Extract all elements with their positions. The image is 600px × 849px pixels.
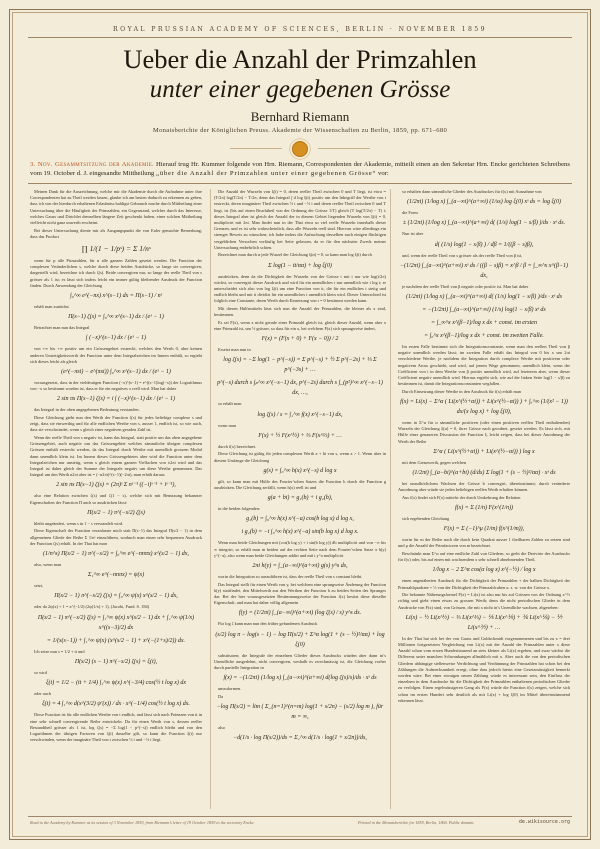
paragraph: Bezeichnet man durch α jede Wurzel der Gleichung ξ(α) = 0, so kann man log ξ(t) durch [218,252,372,258]
paragraph: Aus f(x) findet sich F(x) mittelst der durch Umkehrung der Relation [402,494,521,500]
paragraph: vorausgesetzt, dass in der vieldeutigen Function (−x)^(s−1) = e^((s−1)log(−x)) der Logarithmus von −x so bestimmt worden ist, dass er für ein negatives x reell wird. Man hat daher [30,380,202,392]
paragraph: ausdrücken, denn da die Dichtigkeit der Wurzeln von der Grösse t mit t nur wie log(t/2π) wächst, so convergirt dieser Ausdruck und wird für ein unendliches t nur unendlich wie t log t; er unterscheidet sich also von log ξ(t) um eine Function von tt, die für ein endliches t stetig und endlich bleibt und mit tt dividirt für ein unendliches t unendlich klein wird. Dieser Unterschied ist folglich eine Constante, deren Werth durch Einsetzung von t = 0 bestimmt werden kann. [214,273,386,304]
academy-header: ROYAL PRUSSIAN ACADEMY OF SCIENCES, BERLIN · NOVEMBER 1859 [113,26,487,33]
equation: f(y) = (1/2πi) ∫_(a−∞i)^(a+∞i) (log ζ(s) / s) y^s ds. [238,610,362,617]
paragraph: und, wenn der reelle Theil von s grösser als der reelle Theil von β ist, [402,252,523,258]
equation: g(a + bi) = g₁(b) + i g₂(b), [267,495,333,502]
equation: (1/2πi) (1/log x) ∫_(a−∞i)^(a+∞i) (1/ss) log ξ(0) xˢ ds = log ξ(0) [406,199,562,206]
equation: ∫ (−x)^(s−1) dx / (eˣ − 1) [86,335,146,342]
equation: 1/log x − 2 Σ^α cos(α log x) x^(−½) / log x [432,567,536,574]
paragraph: worin für m der Reihe nach die durch kein Quadrat ausser 1 theilbaren Zahlen zu setzen sind und μ die Anzahl der Primfactoren von m bezeichnet. [398,537,570,549]
equation: (e^(−πsi) − e^(πsi)) ∫₀^∞ x^(s−1) dx / (eˣ − 1) [61,369,171,376]
paragraph: so erhält man [218,401,242,407]
paragraph: durch f(x) bezeichnet. [218,443,257,449]
equation: p^(−s) durch s ∫ₚ^∞ x^(−s−1) dx, p^(−2s) durch s ∫_(p²)^∞ x^(−s−1) dx, …, [217,380,383,397]
paragraph: Bei dieser Untersuchung diente mir als Ausgangspunkt die von Euler gemachte Bemerkung, dass das Product [30,227,202,239]
paragraph: also [218,725,225,731]
paragraph: oder auch [34,691,52,697]
equation: (1/n^s) Π(s/2 − 1) π^(−s/2) = ∫₀^∞ e^(−nnπx) x^(s/2 − 1) dx, [43,551,189,558]
paragraph: Meinen Dank für die Auszeichnung, welche mir die Akademie durch die Aufnahme unter ihre Correspondenten hat zu Theil werden lassen, glaube ich am besten dadurch zu erkennen zu geben, dass ich von der hierdurch erhaltenen Erlaubniss baldigst Gebrauch mache durch Mittheilung einer Untersuchung über die Häufigkeit der Primzahlen; ein Gegenstand, welcher durch das Interesse, welches Gauss und Dirichlet demselben längere Zeit geschenkt haben, einer solchen Mittheilung vielleicht nicht ganz unwerth erscheint. [30,189,202,226]
equation: Π(s/2 − 1) π^(−s/2) ζ(s) = ∫₀^∞ ψ(x) x^(s/2 − 1) dx, [54,593,178,600]
equation: log ζ(s) = −Σ log(1 − p^(−s)) = Σ p^(−s) + ½ Σ p^(−2s) + ⅓ Σ p^(−3s) + … [223,357,377,374]
paragraph: gilt, so kann man mit Hülfe des Fourier’schen Satzes die Function h durch die Function g ausdrücken. Die Gleichung zerfällt, wenn h(x) reell ist und [214,478,386,491]
equation: Π(s−1) ζ(s) = ∫₀^∞ x^(s−1) dx / (eˣ − 1) [68,314,164,321]
paragraph: Wenn der reelle Theil von s negativ ist, kann das Integral, statt positiv um das oben angegebene Grössengebiet, auch negativ um das Grössengebiet welches sämmtliche übrigen complexen Grössen enthält erstreckt werden, da das Integral durch Werthe mit unendlich grossem Modul dann unendlich klein ist. Im Innern dieses Grössengebietes aber wird die Function unter dem Integralzeichen nur unstetig, wenn x gleich einem ganzen Vielfachen von ±2πi wird und das Integral ist daher gleich der Summe der Integrale negativ um diese Werthe genommen. Das Integral um den Werth n2πi aber ist = (−n2πi)^(s−1)(−2πi), man erhält daraus [30,435,202,478]
equation: Π(s/2) (s − 1) π^(−s/2) ζ(s) = ξ(t), [74,658,158,665]
paragraph: setzt, [34,583,44,589]
equation: Σ₁^∞ e^(−nnπx) = ψ(x) [87,572,145,579]
equation: ∫₀^∞ e^(−nx) x^(s−1) dx = Π(s−1) / nˢ [70,293,162,300]
author-name: Bernhard Riemann [250,109,350,124]
column-3 [398,189,570,814]
equation: 2 sin πs Π(s−1) ζ(s) = (2π)ˢ Σ nˢ⁻¹ ((−i)ˢ⁻¹ + iˢ⁻¹), [56,482,176,489]
equation: = ∫₀^x x^(β−1)/log x dx + const. im zweiten Falle. [424,333,544,340]
paragraph: wenn man [218,422,236,428]
ornament-medallion-icon [292,141,308,157]
ornament-rule-left [230,148,282,149]
intro-lead: 3. Nov. Gesammtsitzung der Akademie. [30,161,155,168]
paragraph: Diese Function ist für alle endlichen Werthe von t endlich, und lässt sich nach Potenzen von tt in eine sehr schnell convergirende Reihe entwickeln. Da für einen Werth von s, dessen reeller Bestandtheil grösser als 1 ist, log ζ(s) = −Σ log(1 − p^(−s)) endlich bleibt und von den Logarithmen der übrigen Factoren von ξ(t) dasselbe gilt, so kann die Function ξ(t) nur verschwinden, wenn der imaginäre Theil von t zwischen ½ i und −½ i liegt. [30,712,202,743]
body-columns [30,189,570,814]
paragraph: In der That hat sich bei der von Gauss und Goldschmidt vorgenommenen und bis zu x = drei Millionen fortgesetzten Vergleichung von Li(x) mit der Anzahl der Primzahlen unter x diese Anzahl schon vom ersten Hunderttausend an stets kleiner als Li(x) ergeben, und zwar wächst die Differenz unter manchen Schwankungen allmählich mit x. Aber auch die von den periodischen Gliedern abhängige stellenweise Verdichtung und Verdünnung der Primzahlen hat schon bei den Zählungen die Aufmerksamkeit erregt, ohne dass jedoch hierin eine Gesetzmässigkeit bemerkt worden wäre. Bei einer etwaigen neuen Zählung würde es interessant sein, den Einfluss der einzelnen in dem Ausdrucke für die Dichtigkeit der Primzahlen enthaltenen periodischen Glieder zu verfolgen. Einen regelmässigeren Gang als F(x) würde die Function f(x) zeigen, welche sich schon im ersten Hundert sehr deutlich als mit Li(x) + log ξ(0) im Mittel übereinstimmend erkennen lässt. [398,635,570,703]
paragraph: erhält man zunächst [34,304,69,310]
paragraph: substituiren; die Integrale der einzelnen Glieder dieses Ausdrucks würden aber dann in’s Unendliche ausgedehnt, nicht convergiren, weshalb es zweckmässig ist, die Gleichung vorher durch partielle Integration in [214,652,386,671]
equation: = ∫_∞^x x^(β−1)/log x dx + const. im ersten [431,320,537,327]
footer-rule [28,816,572,817]
paragraph: Wenn man beide Gleichungen mit (cos(b log y) + i sin(b log y)) db multiplicirt und von −∞ bis ∞ integrirt, so erhält man in beiden auf der rechten Seite nach dem Fourier’schen Satze π h(y) y^(−a), also wenn man beide Gleichungen addirt und mit i y^a multiplicirt [214,540,386,558]
equation: Σ^α ( Li(x^(½+αi)) + Li(x^(½−αi)) ) log x [433,448,535,455]
equation: −d(1/s · log Π(s/2))/ds = Σ₁^∞ d(1/s · log(1 + s/2n))/ds, [233,735,367,742]
equation: = −(1/2πi) ∫_(a−∞i)^(a+∞i) (1/s) log(1 − s/β) xˢ ds [422,307,546,314]
intro-quote: „über die Anzahl der Primzahlen unter einer gegebenen Grösse“ [155,170,377,178]
paragraph: Nun ist aber [402,231,424,237]
paragraph: von +∞ bis +∞ positiv um ein Grössengebiet erstreckt, welches den Werth 0, aber keinen anderen Unstetigkeitswerth der Function unter dem Integralzeichen im Innern enthält, so ergiebt sich dieses leicht als gleich [30,346,202,364]
equation: Σ log(1 − tt/αα) + log ξ(0) [268,262,332,269]
paragraph: je nachdem der reelle Theil von β negativ oder positiv ist. Man hat daher [402,283,529,289]
paragraph: Die bekannte Näherungsformel F(x) = Li(x) ist also nur bis auf Grössen von der Ordnung x^½ richtig und giebt einen etwas zu grossen Werth; denn die nicht periodischen Glieder in dem Ausdrucke von F(x) sind, von Grössen, die mit x nicht in’s Unendliche wachsen, abgesehen: [398,592,570,610]
paragraph: worin die Integration so auszuführen ist, dass der reelle Theil von s constant bleibt. [218,574,363,580]
intro-paragraph [30,160,570,179]
paragraph: Die Anzahl der Wurzeln von ξ(t) = 0, deren reeller Theil zwischen 0 und T liegt, ist etwa = (T/2π) log(T/2π) − T/2π; denn das Integral ∫ d log ξ(t) positiv um den Inbegriff der Werthe von t erstreckt, deren imaginärer Theil zwischen ½ i und −½ i und deren reeller Theil zwischen 0 und T liegt, ist (bis auf einen Bruchtheil von der Ordnung der Grösse 1/T) gleich (T log(T/2π) − T) i; dieses Integral aber ist gleich der Anzahl der in diesem Gebiet liegenden Wurzeln von ξ(t) = 0, multiplicirt mit 2πi. Man findet nun in der That etwa so viel reelle Wurzeln innerhalb dieser Grenzen, und es ist sehr wahrscheinlich, dass alle Wurzeln reell sind. Hiervon wäre allerdings ein strenger Beweis zu wünschen; ich habe indess die Aufsuchung desselben nach einigen flüchtigen vergeblichen Versuchen vorläufig bei Seite gelassen, da er für den nächsten Zweck meiner Untersuchung entbehrlich schien. [214,189,386,250]
paragraph: Es sei F(x), wenn x nicht gerade einer Primzahl gleich ist, gleich dieser Anzahl, wenn aber x eine Primzahl ist, um ½ grösser, so dass für ein x, bei welchem F(x) sich sprungweise ändert, [214,319,386,332]
equation: ξ(t) = 1/2 − (tt + 1/4) ∫₁^∞ ψ(x) x^(−3/4) cos(½ t log x) dx [45,680,187,687]
paragraph: oder da 2ψ(x) + 1 = x^(−1/2) (2ψ(1/x) + 1), (Jacobi, Fund. S. 184) [34,604,150,610]
paragraph: Diese Gleichung ist gültig für jeden complexen Werth a + bi von s, wenn a > 1. Wenn aber in diesem Umfange die Gleichung [214,451,386,463]
equation: Π(s/2 − 1) π^(−s/2) ζ(s) = ∫₁^∞ ψ(x) x^(s/2 − 1) dx + ∫₁^∞ ψ(1/x) x^((s−3)/2) dx [37,614,195,631]
equation: log ζ(s) / s = ∫₁^∞ f(x) x^(−s−1) dx, [257,411,343,418]
paragraph: mit dem Grenzwerth, gegen welchen [402,459,467,465]
equation: F(x) = (F(x + 0) + F(x − 0)) / 2 [261,336,339,343]
paragraph: bei unaufhörlichem Wachsen der Grösse b convergirt, übereinstimmt; durch veränderte Anordnung aber würde sie jeden beliebigen reellen Werth erhalten können. [398,481,570,493]
equation: (1/2πi) ∫_(a−bi)^(a+bi) (d/ds) Σ log(1 + (s − ½)²/αα) · xˢ ds [412,470,556,477]
paragraph: Mit diesen Hülfsmitteln lässt sich nun die Anzahl der Primzahlen, die kleiner als x sind, bestimmen. [214,306,386,318]
source-citation: Monatsberichte der Königlichen Preuss. Akademie der Wissenschaften zu Berlin, 1859, pp. 671–680 [152,127,448,134]
paragraph: Durch Einsetzung dieser Werthe in den Ausdruck für f(x) erhält man [402,388,521,394]
equation: g₁(b) = ∫₀^∞ h(x) x^(−a) cos(b log x) d log x, [246,516,354,523]
paragraph: so wird [34,669,47,675]
equation: d( (1/s) log(1 − s/β) ) / dβ = 1/((β − s)β), [434,241,534,248]
paragraph: Ersetzt man nun in [218,347,251,353]
equation: 2 sin πs Π(s−1) ζ(s) = i ∫ (−x)^(s−1) dx / (eˣ − 1) [56,396,176,403]
equation: g(s) = ∫₀^∞ h(x) x^(−s) d log x [263,467,337,474]
paragraph: wenn für p alle Primzahlen, für n alle ganzen Zahlen gesetzt werden. Die Function der complexen Veränderlichen s, welche durch diese beiden Ausdrücke, so lange sie convergiren, dargestellt wird, bezeichne ich durch ζ(s). Beide convergiren nur, so lange der reelle Theil von s grösser als 1 ist; es lässt sich indess leicht ein immer gültig bleibender Ausdruck der Function finden. Durch Anwendung der Gleichung [30,258,202,288]
equation: −log Π(s/2) = lim ( Σ_(n=1)^(n=m) log(1 + s/2n) − (s/2) log m ), für m = ∞, [216,704,384,721]
footer-source-link[interactable]: de.wikisource.org [518,819,570,825]
intro-rule [28,183,572,184]
paragraph: in die beiden folgenden: [218,506,261,512]
intro-text-2: vor: [376,170,389,178]
paragraph: Da [218,693,224,699]
equation: −(1/2πi) ∫_(a−∞i)^(a+∞i) xˢ ds / ((β − s)β) = x^β / β = ∫_∞^x x^(β−1) dx, [399,262,569,279]
paragraph: Das Integral stellt für einen Werth von y, bei welchem eine sprungweise Änderung der Function h(y) stattfindet, den Mittelwerth aus den Werthen der Function h zu beiden Seiten des Sprunges dar. Bei der hier vorausgesetzten Bestimmungsweise der Function f(x) besitzt diese dieselbe Eigenschaft, und man hat daher völlig allgemein [214,581,386,606]
paragraph: das Integral in der oben angegebenen Bedeutung verstanden. [34,407,140,413]
paragraph: Für log ζ kann man nun den früher gefundenen Ausdruck [218,621,318,627]
footer-note-left: Read to the Academy by Kummer at its session of 3 November 1859, from Riemann’s letter of 19 October 1859 to the secretary Encke. [30,820,255,825]
column-1 [30,189,202,814]
paragraph: bleibt ungeändert, wenn s in 1 − s verwandelt wird. [34,520,124,526]
equation: = 1/(s(s−1)) + ∫₁^∞ ψ(x) (x^(s/2 − 1) + x^(−(1+s)/2)) dx. [46,637,186,644]
ornament-rule-right [318,148,370,149]
equation: ξ(t) = 4 ∫₁^∞ d(x^(3/2) ψ′(x)) / dx · x^(−1/4) cos(½ t log x) dx. [42,701,190,708]
equation: 2πi h(y) = ∫_(a−∞i)^(a+∞i) g(s) y^s ds, [252,563,348,570]
paragraph: Beschränkt man Σ^α auf eine endliche Zahl von Gliedern, so giebt die Derivirte des Ausdrucks für f(x) oder, bis auf einen mit wachsendem x sehr schnell abnehmenden Theil, [398,551,570,563]
equation: f(x) = Li(x) − Σ^α ( Li(x^(½+αi)) + Li(x^(½−αi)) ) + ∫ₓ^∞ (1/(x² − 1)) dx/(x log x) + log ξ(0), [400,399,568,416]
paragraph: umzuformen. [218,686,242,692]
footer-note-right: Printed in the Monatsberichte for 1859, Berlin, 1860. Public domain. [358,820,475,825]
paragraph: Diese Eigenschaft der Function veranlasste mich statt Π(s−1) das Integral Π(s/2 − 1) in dem allgemeinen Gliede der Reihe Σ 1/nˢ einzuführen, wodurch man einen sehr bequemen Ausdruck der Function ζ(s) erhält. In der That hat man [30,528,202,546]
page-subtitle: unter einer gegebenen Grösse [149,76,451,103]
intro-text-1: Hierauf trug Hr. Kummer folgende von Hrn. Riemann, Correspondenten der Akademie, mitteilt einen an den Sekretar Hrn. Encke gerichteten Schreibens vom 19. October d. J. eingesandte Mittheilung [30,161,570,178]
equation: ± (1/2πi) (1/log x) ∫_(a−∞i)^(a+∞i) d( (1/s) log(1 − s/β) )/ds · xˢ ds. [402,220,566,227]
paragraph: Diese Gleichung giebt nun den Werth der Function ζ(s) für jedes beliebige complexe s und zeigt, dass sie einwerthig und für alle endlichen Werthe von s, ausser 1, endlich ist, so wie auch, dass sie verschwindet, wenn s gleich einer negativen geraden Zahl ist. [30,415,202,433]
equation: Li(x) − ½ Li(x^½) − ⅓ Li(x^⅓) − ⅕ Li(x^⅕) + ⅙ Li(x^⅙) − ⅐ Li(x^⅐) + … [405,614,563,631]
paragraph: wenn in Σ^α für α sämmtliche positiven (oder einen positiven reellen Theil enthaltenden) Wurzeln der Gleichung ξ(α) = 0, ihrer Grösse nach geordnet, gesetzt werden. Es lässt sich, mit Hülfe einer genaueren Discussion der Function ξ, leicht zeigen, dass bei dieser Anordnung der Werth der Reihe [398,420,570,444]
equation: F(x) = Σ (−1)^μ (1/m) f(x^(1/m)), [443,526,525,533]
equation: (1/2πi) (1/log x) ∫_(a−∞i)^(a+∞i) d( (1/s) log(1 − s/β) )/ds · xˢ ds [406,294,562,301]
paragraph: sich ergebenden Gleichung [402,516,450,522]
top-rule [28,37,572,38]
paragraph: also eine Relation zwischen ζ(s) und ζ(1 − s), welche sich mit Benutzung bekannter Eigenschaften der Function Π auch so ausdrücken lässt: [30,493,202,505]
equation: f(x) = Σ (1/n) F(x^(1/n)) [454,505,514,512]
equation: f(x) = −(1/2πi) (1/log x) ∫_(a−∞i)^(a+∞i) d(log ζ(s)/s)/ds · xˢ ds [223,675,377,682]
equation: i g₂(b) = −i ∫₀^∞ h(x) x^(−a) sin(b log x) d log x. [241,529,359,536]
paragraph: so erhalten dann sämmtliche Glieder des Ausdruckes für f(x) mit Ausnahme von [402,189,542,194]
paragraph: die Form [402,210,418,216]
equation: (s/2) log π − log(s − 1) − log Π(s/2) + Σ^α log(1 + (s − ½)²/αα) + log ξ(0) [215,631,385,648]
paragraph: einen angenäherten Ausdruck für die Dichtigkeit der Primzahlen + der halben Dichtigkeit der Primzahlquadrate + ⅓ von der Dichtigkeit der Primzahlcuben u. s. w. von der Grösse x. [398,578,570,590]
paragraph: Betrachtet man nun das Integral [34,325,90,331]
equation: Π(s/2 − 1) π^(−s/2) ζ(s) [87,509,145,516]
equation: F(x) + ½ F(x^½) + ⅓ F(x^⅓) + … [258,432,342,439]
paragraph: also, wenn man [34,562,62,568]
paragraph: Im ersten Falle bestimmt sich die Integrationsconstante, wenn man den reellen Theil von β negativ unendlich werden lässt; im zweiten Falle erhält das Integral von 0 bis x um 2πi verschiedene Werthe, je nachdem die Integration durch complexe Werthe mit positivem oder negativem Arcus geschieht, und wird, auf jenem Wege genommen, unendlich klein, wenn der Coëfficient von i in dem Werthe von β positiv unendlich wird, auf letzterem aber, wenn dieser Coëfficient negativ unendlich wird. Hieraus ergiebt sich, wie auf der linken Seite log(1 − s/β) zu bestimmen ist, damit die Integrationsconstanten wegfallen. [398,344,570,387]
page-title: Ueber die Anzahl der Primzahlen [123,44,477,74]
paragraph: Ich setze nun s = 1/2 + ti und [34,648,85,654]
column-2 [214,189,386,814]
equation: ∏ 1/(1 − 1/pˢ) = Σ 1/nˢ [81,244,151,254]
